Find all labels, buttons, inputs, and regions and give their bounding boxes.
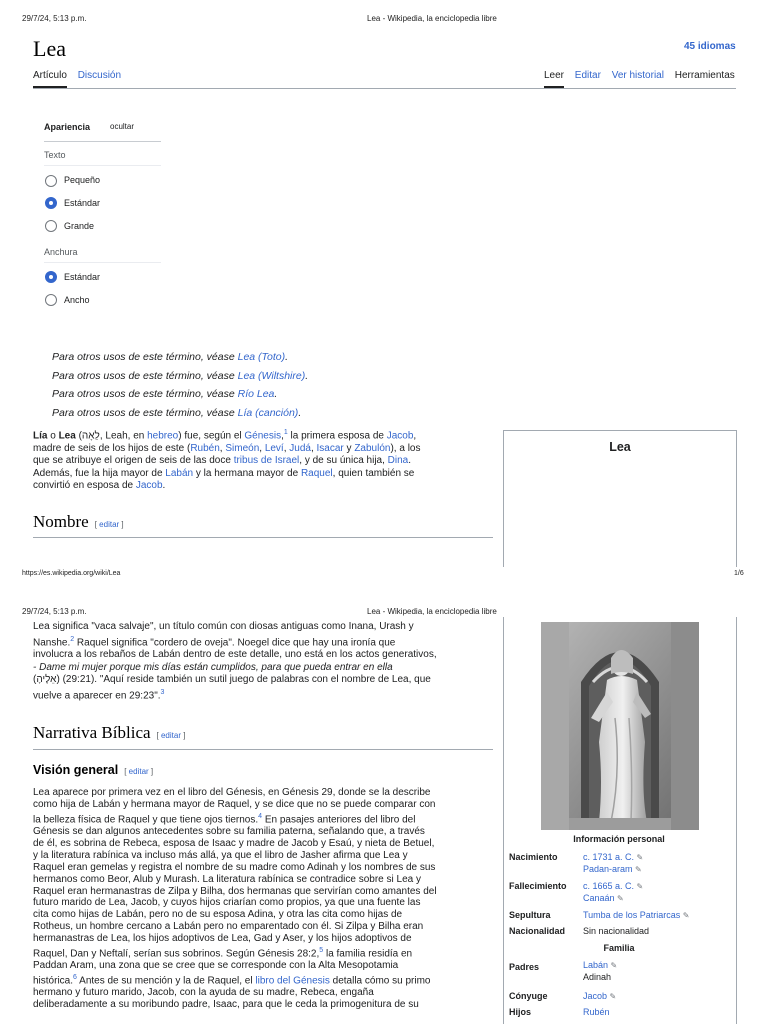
text-divider <box>44 165 161 166</box>
hatnote <box>52 388 277 400</box>
edit-link[interactable]: editar <box>160 731 181 740</box>
text: convirtió en esposa de <box>33 480 136 492</box>
tab-edit[interactable]: Editar <box>574 70 601 81</box>
text-line: hermanos como Beor, Alub y Murash. La literatura rabínica se contradice sobre si Lea y <box>33 873 421 885</box>
birth-date[interactable]: c. 1731 a. C. <box>583 852 635 862</box>
hatnote <box>52 351 288 363</box>
text-line: de él, es sobrina de Rebeca, esposa de Isaac y madre de Jacob y Esaú, y nieta de Betuel, <box>33 837 435 849</box>
text: Nanshe. <box>33 636 71 648</box>
text: , y de su única hija, <box>299 455 388 467</box>
parent-link[interactable]: Labán <box>583 960 609 970</box>
print-date: 29/7/24, 5:13 p.m. <box>22 14 87 23</box>
width-divider <box>44 262 161 263</box>
edit-section-link[interactable]: [ editar ] <box>124 767 154 776</box>
bold-term: Lea <box>58 430 76 442</box>
edit-link[interactable]: editar <box>99 520 120 529</box>
text: que se atribuye el origen de seis de las doce <box>33 455 234 467</box>
text-line: cita como hijas de Labán, pero no de su esposa Adina, y otra las cita como hijas de <box>33 909 403 921</box>
bold-term: Lía <box>33 430 48 442</box>
subsection-title: Visión general <box>33 763 119 777</box>
hatnote-link[interactable]: Lea (Wiltshire) <box>237 370 306 382</box>
pencil-icon[interactable]: ✎ <box>635 865 642 874</box>
text-line: Lea significa "vaca salvaje", un título común con diosas antiguas como Inana, Urash y <box>33 621 414 632</box>
link-ruben[interactable]: Rubén <box>190 442 220 454</box>
link-levi[interactable]: Leví <box>264 442 284 454</box>
print-title: Lea - Wikipedia, la enciclopedia libre <box>367 607 497 616</box>
infobox <box>503 430 737 567</box>
section-divider <box>33 749 493 750</box>
infobox-value-child <box>583 1007 610 1017</box>
vision-paragraph <box>33 787 503 1011</box>
text-line: involucra a los rebaños de Labán dentro de este detalle, uno está en los actos generativos, <box>33 649 437 661</box>
infobox-value-parent2: Adinah <box>583 972 612 982</box>
text: , Leah, en <box>99 430 148 442</box>
tab-talk[interactable]: Discusión <box>77 70 122 81</box>
pencil-icon[interactable]: ✎ <box>617 894 624 903</box>
hatnote-suffix: . <box>285 351 289 363</box>
text: Raquel, Dan y Neftalí, serían sus sobrinos. Según Génesis 28:2, <box>33 948 320 960</box>
languages-button[interactable]: 45 idiomas <box>684 41 736 52</box>
text: En pasajes anteriores del libro del <box>262 814 416 826</box>
text: ( <box>75 430 82 442</box>
link-tribus[interactable]: tribus de Israel <box>233 455 300 467</box>
hatnote-text: Para otros usos de este término, véase <box>52 370 238 382</box>
page-title: Lea <box>33 36 66 61</box>
print-title: Lea - Wikipedia, la enciclopedia libre <box>367 14 497 23</box>
tab-read[interactable]: Leer <box>544 70 564 88</box>
print-date: 29/7/24, 5:13 p.m. <box>22 607 87 616</box>
infobox-label-birth: Nacimiento <box>509 852 558 862</box>
text: y la hermana mayor de <box>193 467 301 479</box>
hatnote-suffix: . <box>305 370 309 382</box>
infobox-value-birthplace <box>583 864 642 874</box>
tab-actions <box>544 70 735 88</box>
hebrew-text: לֵאָה <box>81 430 100 442</box>
link-hebreo[interactable]: hebreo <box>147 430 179 442</box>
link-genesis[interactable]: Génesis <box>244 430 282 442</box>
width-standard-radio[interactable] <box>45 271 57 283</box>
width-label: Anchura <box>44 247 78 257</box>
tab-bar <box>33 70 121 88</box>
print-page-number: 1/6 <box>734 570 744 577</box>
infobox-label-parents: Padres <box>509 962 540 972</box>
footnote-link[interactable]: 1 <box>283 429 288 436</box>
infobox-value-birth <box>583 852 643 862</box>
section-heading-narrativa <box>33 723 185 743</box>
text-line: Lea aparece por primera vez en el libro del Génesis, en Génesis 29, donde se la describe <box>33 787 431 798</box>
text: histórica. <box>33 975 74 987</box>
hatnote-text: Para otros usos de este término, véase <box>52 351 238 363</box>
text-line: como hija de Labán y hermana mayor de Raquel, y se dice que no se puede comparar con <box>33 798 436 810</box>
text: Además, fue la hija mayor de <box>33 467 166 479</box>
burial-link[interactable]: Tumba de los Patriarcas <box>583 910 681 920</box>
text: Raquel significa "cordero de oveja". Noegel dice que hay una ironía que <box>74 636 396 648</box>
text: la familia residía en <box>323 948 413 960</box>
text-line: y la literatura rabínica va incluso más allá, ya que el libro de Jasher afirma que Lea y <box>33 849 408 861</box>
width-wide-radio[interactable] <box>45 294 57 306</box>
text: la belleza física de Raquel y que tiene ojos tiernos. <box>33 814 259 826</box>
pencil-icon[interactable]: ✎ <box>682 911 690 920</box>
text-line: futuro marido de Lea, Jacob, y cuyos hijos criarían como propios, ya que una fuente las <box>33 897 421 909</box>
infobox-image[interactable] <box>541 622 699 830</box>
text: vuelve a aparecer en 29:23". <box>33 690 161 702</box>
section-heading-vision <box>33 763 153 777</box>
tabs-divider <box>33 88 736 89</box>
appearance-divider <box>44 141 161 142</box>
text-standard-label[interactable]: Estándar <box>64 198 101 208</box>
text: ) fue, según el <box>178 430 245 442</box>
edit-link[interactable]: editar <box>128 767 149 776</box>
link-jacob[interactable]: Jacob <box>386 430 414 442</box>
pencil-icon[interactable]: ✎ <box>610 961 618 970</box>
hatnote-link[interactable]: Lea (Toto) <box>237 351 286 363</box>
text-line: deliberadamente a su moribundo padre, Isaac, para que le ceda la primogenitura de su <box>33 999 419 1011</box>
hatnote <box>52 407 301 419</box>
infobox-title: Lea <box>609 440 631 454</box>
text-standard-radio[interactable] <box>45 197 57 209</box>
width-standard-label[interactable]: Estándar <box>64 272 101 282</box>
infobox-value-deathplace <box>583 893 624 903</box>
text-large-label[interactable]: Grande <box>64 221 95 231</box>
appearance-title: Apariencia <box>44 122 91 132</box>
text-line: (אֵלֶיהָ) (29:21). "Aquí reside también un sutil juego de palabras con el nombre de Lea, que <box>33 674 431 686</box>
text: y <box>343 442 355 454</box>
text-line: Génesis se dan algunos antecedentes sobre su familia paterna, señalando que, a través <box>33 826 425 838</box>
infobox-family-header: Familia <box>603 943 635 953</box>
infobox-value-nationality: Sin nacionalidad <box>583 926 650 936</box>
text-small-radio[interactable] <box>45 175 57 187</box>
text-line: Paddan Aram, una zona que se cree que se corresponde con la Alta Mesopotamia <box>33 960 399 972</box>
hatnote-text: Para otros usos de este término, véase <box>52 407 238 419</box>
hatnote-text: Para otros usos de este término, véase <box>52 388 238 400</box>
hatnote-suffix: . <box>298 407 302 419</box>
edit-section-link[interactable]: [ editar ] <box>156 731 186 740</box>
edit-section-link[interactable]: [ editar ] <box>94 520 124 529</box>
infobox-label-spouse: Cónyuge <box>509 991 548 1001</box>
link-raquel[interactable]: Raquel <box>300 467 333 479</box>
pencil-icon[interactable]: ✎ <box>609 992 617 1001</box>
text: , <box>413 430 417 442</box>
section-title: Narrativa Bíblica <box>33 723 151 742</box>
statue-image <box>541 622 699 830</box>
text: detalla cómo su primo <box>329 975 431 987</box>
text-small-label[interactable]: Pequeño <box>64 175 101 185</box>
hatnote-suffix: . <box>274 388 278 400</box>
infobox-value-death <box>583 881 643 891</box>
text: . <box>162 480 166 492</box>
infobox-label-children: Hijos <box>509 1007 532 1017</box>
text-line: Raquel eran hermanastras de Zilpa y Bilha, dos hermanas que servirían como amantes del <box>33 885 437 897</box>
intro-paragraph: Lía o Lea (לֵאָה, Leah, en hebreo) fue, según el Génesis,$^1$ la primera esposa de Jacob, madre de seis de los hijos de este (Rubén, Simeón, Leví, Judá, Isacar y Zabulón), a los que se atribuye el origen de seis de las doce tribus de Israel, y de su única hija, Dina. Además, fue la hija mayor de Labán y la hermana mayor de Raquel, quien también se convirtió en esposa de Jacob. <box>33 429 421 492</box>
appearance-hide-button[interactable]: ocultar <box>110 122 135 131</box>
child-link[interactable]: Rubén <box>583 1007 610 1017</box>
hatnote-link[interactable]: Río Lea <box>237 388 275 400</box>
text: la primera esposa de <box>287 430 387 442</box>
link-simeon[interactable]: Simeón <box>225 442 260 454</box>
infobox-label-burial: Sepultura <box>509 910 551 920</box>
death-place-link[interactable]: Canaán <box>583 893 615 903</box>
tab-article[interactable]: Artículo <box>33 70 67 88</box>
link-jacob[interactable]: Jacob <box>135 480 163 492</box>
text-line: hermano y futuro marido, Jacob, con la ayuda de su madre, Rebeca, engaña <box>33 987 374 999</box>
infobox-value-burial <box>583 910 689 920</box>
birth-place-link[interactable]: Padan-aram <box>583 864 633 874</box>
pencil-icon[interactable]: ✎ <box>636 882 644 891</box>
text-line: Raquel eran gemelas y registra el nombre de su madre como Adinah y los nombres de sus <box>33 861 436 873</box>
hatnote-link[interactable]: Lía (canción) <box>237 407 299 419</box>
tools-menu[interactable]: Herramientas <box>674 70 735 81</box>
footnote-link[interactable]: 3 <box>160 688 165 696</box>
link-dina[interactable]: Dina <box>387 455 409 467</box>
footnote-link[interactable]: 2 <box>70 635 75 643</box>
link-isacar[interactable]: Isacar <box>316 442 344 454</box>
infobox-personal-header: Información personal <box>573 834 665 844</box>
text: madre de seis de los hijos de este ( <box>33 442 191 454</box>
infobox-label-nationality: Nacionalidad <box>509 926 566 936</box>
link-laban[interactable]: Labán <box>165 467 194 479</box>
infobox-label-death: Fallecimiento <box>509 881 567 891</box>
nombre-paragraph <box>33 621 503 703</box>
spouse-link[interactable]: Jacob <box>583 991 608 1001</box>
link-juda[interactable]: Judá <box>289 442 311 454</box>
text: , <box>281 430 284 442</box>
infobox-value-spouse <box>583 991 616 1001</box>
link-libro-genesis[interactable]: libro del Génesis <box>255 975 330 987</box>
text-line: Rotheus, un hombre cercano a Labán pero no emparentado con él. Si Zilpa y Bilha eran <box>33 921 424 933</box>
death-date[interactable]: c. 1665 a. C. <box>583 881 635 891</box>
text: , quien también se <box>332 467 415 479</box>
tab-history[interactable]: Ver historial <box>611 70 664 81</box>
infobox-value-parent1 <box>583 960 617 970</box>
section-heading-nombre <box>33 512 124 532</box>
section-divider <box>33 537 493 538</box>
text-size-label: Texto <box>44 150 66 160</box>
text: Antes de su mención y la de Raquel, el <box>76 975 256 987</box>
link-zabulon[interactable]: Zabulón <box>354 442 391 454</box>
text: o <box>47 430 59 442</box>
section-title: Nombre <box>33 512 89 531</box>
footnote-link[interactable]: 4 <box>258 812 263 820</box>
print-url: https://es.wikipedia.org/wiki/Lea <box>22 570 121 577</box>
text-large-radio[interactable] <box>45 220 57 232</box>
text-line: - Dame mi mujer porque mis días están cumplidos, para que pueda entrar en ella <box>33 661 393 673</box>
pencil-icon[interactable]: ✎ <box>636 853 644 862</box>
footnote-link[interactable]: 6 <box>73 974 77 982</box>
text: . <box>408 455 412 467</box>
width-wide-label[interactable]: Ancho <box>64 295 90 305</box>
text-line: hermanastras de Lea, los hijos adoptivos de Lea, Gad y Aser, y los hijos adoptivos de <box>33 933 412 945</box>
hatnote <box>52 370 308 382</box>
footnote-link[interactable]: 5 <box>319 947 324 955</box>
text: ), a los <box>390 442 421 454</box>
